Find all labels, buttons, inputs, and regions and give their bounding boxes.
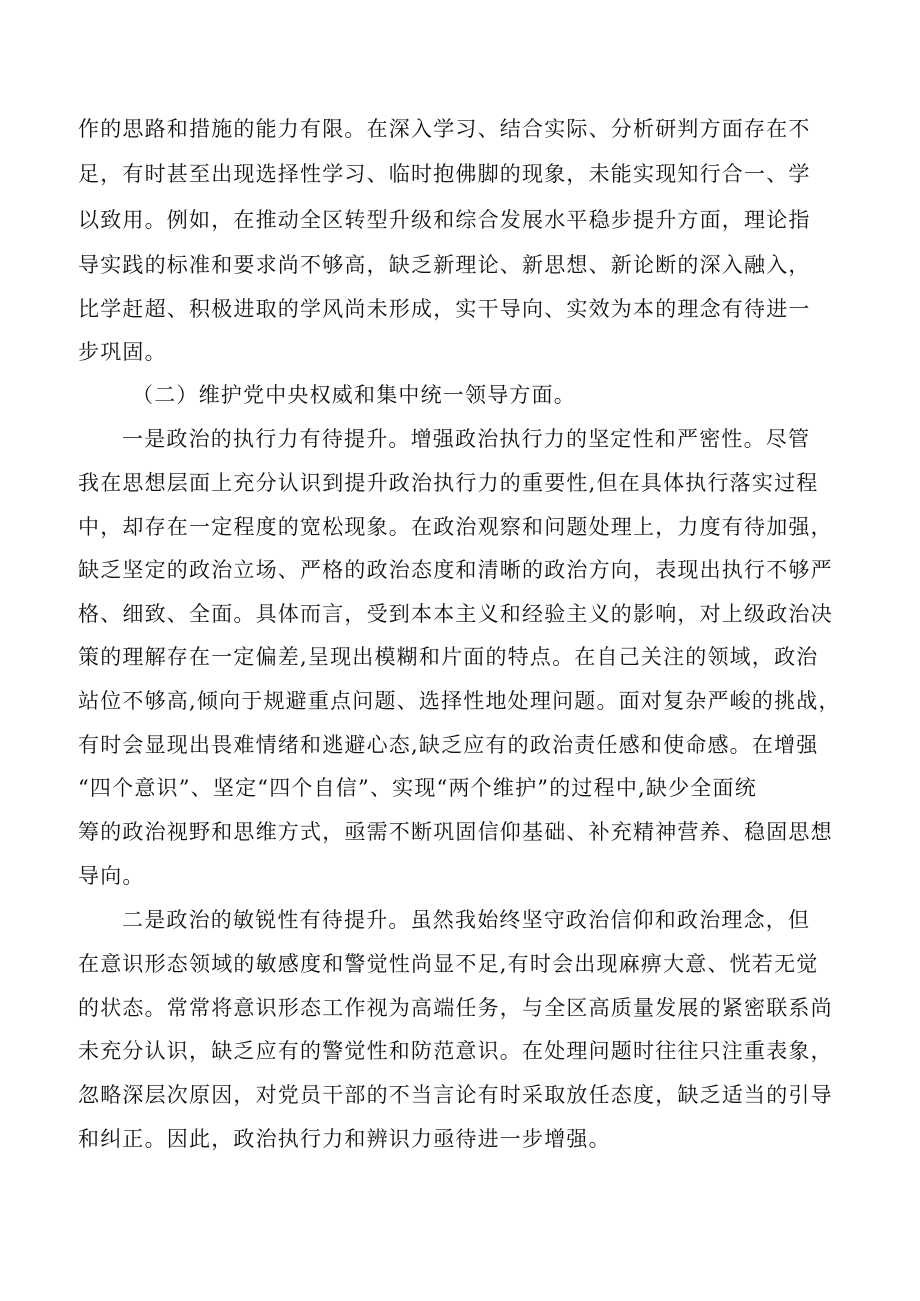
text-line: 在意识形态领域的敏感度和警觉性尚显不足,有时会出现麻痹大意、恍若无觉: [78, 952, 819, 976]
text-line: “四个意识”、坚定“四个自信”、实现“两个维护”的过程中,缺少全面统: [78, 776, 757, 800]
text-line: 筹的政治视野和思维方式，亟需不断巩固信仰基础、补充精神营养、稳固思想: [78, 820, 833, 844]
text-line: 作的思路和措施的能力有限。在深入学习、结合实际、分析研判方面存在不: [78, 117, 811, 141]
text-line: 忽略深层次原因，对党员干部的不当言论有时采取放任态度，缺乏适当的引导: [78, 1083, 833, 1107]
text-line: 策的理解存在一定偏差,呈现出模糊和片面的特点。在自己关注的领域，政治: [78, 645, 819, 669]
text-line: 我在思想层面上充分认识到提升政治执行力的重要性,但在具体执行落实过程: [78, 471, 819, 495]
text-line: 一是政治的执行力有待提升。增强政治执行力的坚定性和严密性。尽管: [122, 427, 811, 451]
text-line: 足，有时甚至出现选择性学习、临时抱佛脚的现象，未能实现知行合一、学: [78, 162, 811, 186]
text-line: 有时会显现出畏难情绪和逃避心态,缺乏应有的政治责任感和使命感。在增强: [78, 733, 819, 757]
text-line: 未充分认识，缺乏应有的警觉性和防范意识。在处理问题时往往只注重表象，: [78, 1039, 833, 1063]
text-line: 比学赶超、积极进取的学风尚未形成，实干导向、实效为本的理念有待进一: [78, 297, 811, 321]
section-heading: （二）维护党中央权威和集中统一领导方面。: [132, 383, 576, 407]
text-line: 站位不够高,倾向于规避重点问题、选择性地处理问题。面对复杂严峻的挑战，: [78, 689, 841, 713]
text-line: 二是政治的敏锐性有待提升。虽然我始终坚守政治信仰和政治理念，但: [122, 908, 811, 932]
text-line: 格、细致、全面。具体而言，受到本本主义和经验主义的影响，对上级政治决: [78, 602, 833, 626]
text-line: 步巩固。: [78, 340, 167, 364]
text-line: 缺乏坚定的政治立场、严格的政治态度和清晰的政治方向，表现出执行不够严: [78, 558, 833, 582]
text-line: 以致用。例如，在推动全区转型升级和综合发展水平稳步提升方面，理论指: [78, 208, 811, 232]
text-line: 中，却存在一定程度的宽松现象。在政治观察和问题处理上，力度有待加强，: [78, 515, 833, 539]
text-line: 导实践的标准和要求尚不够高，缺乏新理论、新思想、新论断的深入融入，: [78, 253, 811, 277]
text-line: 和纠正。因此，政治执行力和辨识力亟待进一步增强。: [78, 1127, 611, 1151]
text-line: 的状态。常常将意识形态工作视为高端任务，与全区高质量发展的紧密联系尚: [78, 996, 833, 1020]
text-line: 导向。: [78, 864, 145, 888]
